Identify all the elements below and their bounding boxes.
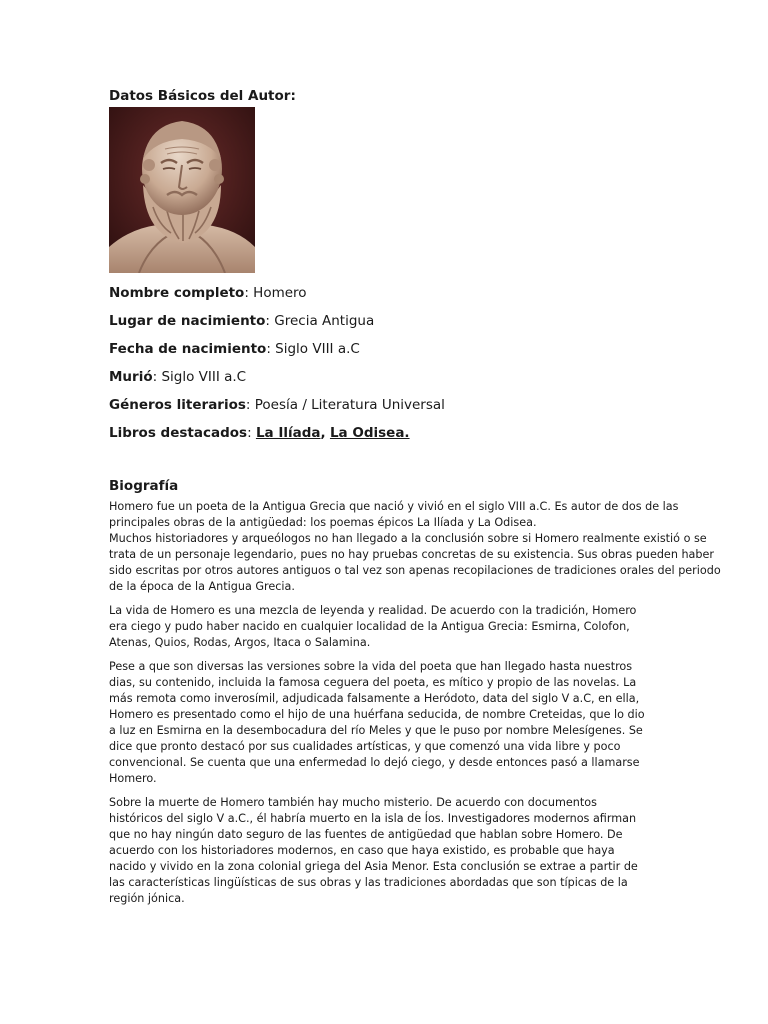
paragraph-line: que no hay ningún dato seguro de las fuentes de antigüedad que hablan sobre Homero. De bbox=[109, 828, 623, 841]
paragraph-line: Atenas, Quios, Rodas, Argos, Itaca o Salamina. bbox=[109, 636, 371, 649]
paragraph-line: convencional. Se cuenta que una enfermedad lo dejó ciego, y desde entonces pasó a llamarse bbox=[109, 756, 640, 769]
paragraph-line: dice que pronto destacó por sus cualidades artísticas, y que comenzó una vida libre y poco bbox=[109, 740, 621, 753]
book-link-odyssey[interactable]: La Odisea. bbox=[329, 425, 410, 441]
paragraph-line: trata de un personaje legendario, pues no hay pruebas concretas de su existencia. Sus obras pueden haber bbox=[109, 548, 714, 561]
paragraph-line: nacido y vivido en la zona colonial griega del Asia Menor. Esta conclusión se extrae a partir de bbox=[109, 860, 638, 873]
paragraph-line: históricos del siglo V a.C., él habría muerto en la isla de Íos. Investigadores modernos afirman bbox=[109, 812, 637, 825]
biography-paragraph bbox=[109, 499, 731, 595]
fact-separator: : bbox=[247, 425, 252, 441]
biography-paragraph bbox=[109, 795, 731, 907]
biography-paragraph bbox=[109, 603, 731, 651]
author-facts bbox=[109, 283, 731, 443]
biography-body bbox=[109, 499, 731, 907]
fact-birthplace bbox=[109, 311, 731, 331]
paragraph-line: las características lingüísticas de sus obras y las tradiciones abordadas que son típicas de la bbox=[109, 876, 628, 889]
fact-label: Fecha de nacimiento bbox=[109, 341, 267, 357]
paragraph-line: región jónica. bbox=[109, 892, 185, 905]
paragraph-line: La vida de Homero es una mezcla de leyenda y realidad. De acuerdo con la tradición, Homero bbox=[109, 604, 637, 617]
fact-death bbox=[109, 367, 731, 387]
fact-value: : Homero bbox=[244, 285, 307, 301]
paragraph-line: más remota como inverosímil, adjudicada falsamente a Heródoto, data del siglo V a.C, en ella, bbox=[109, 692, 640, 705]
fact-value: : Siglo VIII a.C bbox=[152, 369, 247, 385]
fact-label: Libros destacados bbox=[109, 425, 248, 441]
biography-paragraph bbox=[109, 659, 731, 787]
fact-value: : Poesía / Literatura Universal bbox=[245, 397, 445, 413]
paragraph-line: Pese a que son diversas las versiones sobre la vida del poeta que han llegado hasta nuestros bbox=[109, 660, 633, 673]
paragraph-line: a luz en Esmirna en la desembocadura del río Meles y que le puso por nombre Melesígenes. Se bbox=[109, 724, 643, 737]
homer-bust-image bbox=[109, 107, 255, 273]
fact-label: Géneros literarios bbox=[109, 397, 246, 413]
book-link-iliad[interactable]: La Ilíada bbox=[255, 425, 321, 441]
paragraph-line: Sobre la muerte de Homero también hay mucho misterio. De acuerdo con documentos bbox=[109, 796, 597, 809]
fact-books bbox=[109, 423, 731, 443]
fact-label: Murió bbox=[109, 369, 153, 385]
paragraph-line: era ciego y pudo haber nacido en cualquier localidad de la Antigua Grecia: Esmirna, Colofon, bbox=[109, 620, 630, 633]
paragraph-line: Muchos historiadores y arqueólogos no han llegado a la conclusión sobre si Homero realmente existió o se bbox=[109, 532, 707, 545]
paragraph-line: de la época de la Antigua Grecia. bbox=[109, 580, 295, 593]
paragraph-line: Homero. bbox=[109, 772, 157, 785]
paragraph-line: acuerdo con los historiadores modernos, en caso que haya existido, es probable que haya bbox=[109, 844, 615, 857]
paragraph-line: principales obras de la antigüedad: los poemas épicos La Ilíada y La Odisea. bbox=[109, 516, 537, 529]
fact-full-name bbox=[109, 283, 731, 303]
paragraph-line: dias, su contenido, incluida la famosa ceguera del poeta, es mítico y propio de las novelas. La bbox=[109, 676, 637, 689]
paragraph-line: sido escritas por otros autores antiguos o tal vez son apenas recopilaciones de tradiciones orales del periodo bbox=[109, 564, 721, 577]
fact-label: Lugar de nacimiento bbox=[109, 313, 266, 329]
fact-value: : Siglo VIII a.C bbox=[266, 341, 360, 357]
fact-birth-date bbox=[109, 339, 731, 359]
document-page bbox=[109, 86, 731, 915]
paragraph-line: Homero es presentado como el hijo de una huérfana seducida, de nombre Creteidas, que lo dio bbox=[109, 708, 645, 721]
book-separator: , bbox=[320, 425, 326, 441]
biography-heading: Biografía bbox=[109, 478, 179, 494]
fact-label: Nombre completo bbox=[109, 285, 245, 301]
fact-genres bbox=[109, 395, 731, 415]
fact-value: : Grecia Antigua bbox=[265, 313, 375, 329]
section-heading: Datos Básicos del Autor: bbox=[109, 88, 296, 104]
paragraph-line: Homero fue un poeta de la Antigua Grecia que nació y vivió en el siglo VIII a.C. Es autor de dos de las bbox=[109, 500, 679, 513]
